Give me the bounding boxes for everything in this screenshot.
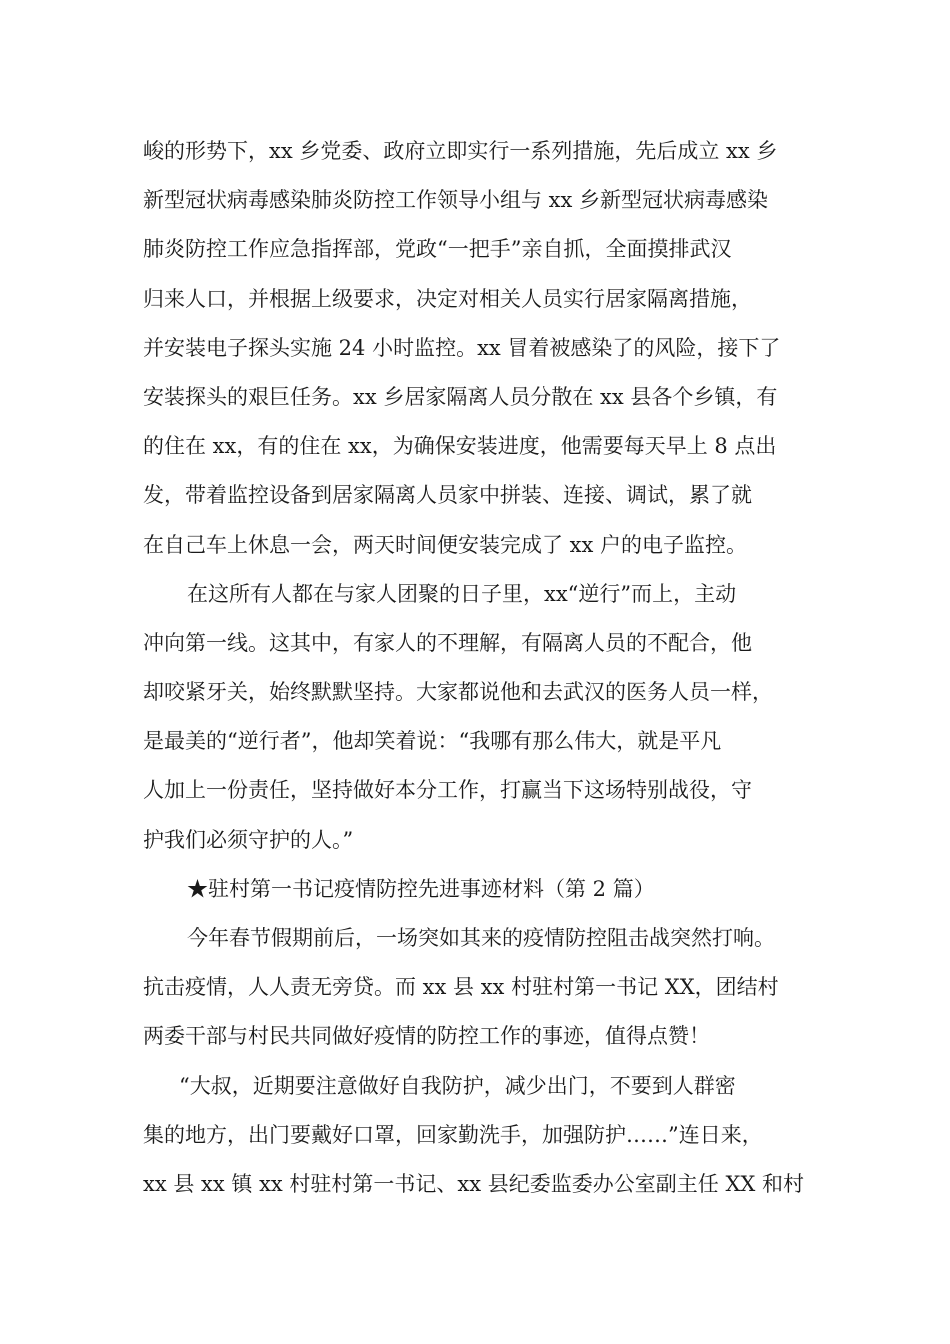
paragraph-line: 安装探头的艰巨任务。xx 乡居家隔离人员分散在 xx 县各个乡镇，有 — [143, 384, 778, 409]
paragraph-line: 的住在 xx，有的住在 xx，为确保安装进度，他需要每天早上 8 点出 — [143, 434, 777, 459]
paragraph-line: 新型冠状病毒感染肺炎防控工作领导小组与 xx 乡新型冠状病毒感染 — [143, 188, 769, 213]
paragraph-line: 抗击疫情，人人责无旁贷。而 xx 县 xx 村驻村第一书记 XX，团结村 — [143, 975, 779, 1000]
document-body — [143, 127, 833, 1209]
paragraph-line: 两委干部与村民共同做好疫情的防控工作的事迹，值得点赞！ — [143, 1024, 710, 1049]
section-heading: ★驻村第一书记疫情防控先进事迹材料（第 2 篇） — [187, 876, 655, 901]
paragraph-line: 峻的形势下，xx 乡党委、政府立即实行一系列措施，先后成立 xx 乡 — [143, 139, 778, 163]
paragraph-line: 在这所有人都在与家人团聚的日子里，xx“逆行”而上，主动 — [187, 581, 737, 606]
paragraph-line: “大叔，近期要注意做好自我防护，减少出门，不要到人群密 — [179, 1073, 736, 1098]
paragraph-line: 护我们必须守护的人。” — [143, 827, 354, 852]
paragraph-line: 冲向第一线。这其中，有家人的不理解，有隔离人员的不配合，他 — [143, 630, 752, 655]
paragraph-line: 并安装电子探头实施 24 小时监控。xx 冒着被感染了的风险，接下了 — [143, 335, 781, 360]
paragraph-line: 却咬紧牙关，始终默默坚持。大家都说他和去武汉的医务人员一样， — [143, 680, 773, 705]
paragraph-line: 归来人口，并根据上级要求，决定对相关人员实行居家隔离措施， — [143, 286, 752, 311]
paragraph-line: 肺炎防控工作应急指挥部，党政“一把手”亲自抓，全面摸排武汉 — [143, 237, 732, 262]
paragraph-line: 在自己车上休息一会，两天时间便安装完成了 xx 户的电子监控。 — [143, 532, 748, 557]
paragraph-line: 是最美的“逆行者”，他却笑着说：“我哪有那么伟大，就是平凡 — [143, 729, 722, 754]
paragraph-line: 人加上一份责任，坚持做好本分工作，打赢当下这场特别战役，守 — [143, 778, 752, 803]
paragraph-line: 发，带着监控设备到居家隔离人员家中拼装、连接、调试，累了就 — [143, 483, 752, 508]
paragraph-line: 今年春节假期前后，一场突如其来的疫情防控阻击战突然打响。 — [187, 926, 775, 950]
paragraph-line: xx 县 xx 镇 xx 村驻村第一书记、xx 县纪委监委办公室副主任 XX 和村 — [143, 1171, 805, 1196]
paragraph-line: 集的地方，出门要戴好口罩，回家勤洗手，加强防护……”连日来， — [143, 1122, 763, 1147]
